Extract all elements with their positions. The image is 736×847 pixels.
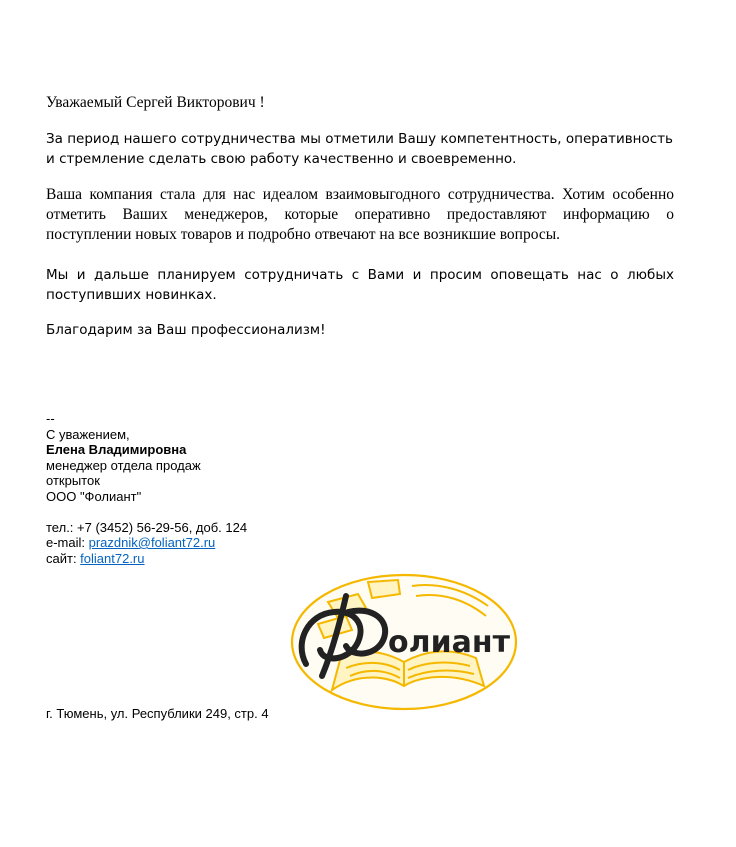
- greeting: Уважаемый Сергей Викторович !: [46, 94, 265, 111]
- site-link[interactable]: foliant72.ru: [80, 550, 145, 566]
- signature-site-row: [46, 551, 247, 567]
- signature-company: ООО "Фолиант": [46, 488, 142, 504]
- signature-block: [46, 411, 247, 566]
- signature-separator: --: [46, 411, 55, 426]
- signature-spacer: [46, 504, 247, 520]
- signature-email-row: [46, 535, 247, 551]
- email-link[interactable]: prazdnik@foliant72.ru: [88, 535, 216, 550]
- signature-phone: тел.: +7 (3452) 56-29-56, доб. 124: [46, 519, 248, 535]
- foliant-logo: [288, 572, 520, 714]
- paragraph-managers: Ваша компания стала для нас идеалом взаимовыгодного сотрудничества. Хотим особенно отметить Ваших менеджеров, которые оперативно предоставляют информацию о поступлении новых товаров и подробно отвечают на все возникшие вопросы.: [46, 186, 674, 243]
- email-label: e-mail:: [46, 535, 89, 550]
- signature-name: Елена Владимировна: [46, 442, 187, 457]
- paragraph-competence: За период нашего сотрудничества мы отметили Вашу компетентность, оперативность и стремление сделать свою работу качественно и своевременно.: [46, 131, 674, 167]
- signature-position-line1: менеджер отдела продаж: [46, 457, 201, 473]
- site-label: сайт:: [46, 550, 81, 566]
- paragraph-thanks: Благодарим за Ваш профессионализм!: [46, 322, 326, 338]
- company-address: г. Тюмень, ул. Республики 249, стр. 4: [46, 706, 269, 721]
- paragraph-cooperation: Мы и дальше планируем сотрудничать с Вами и просим оповещать нас о любых поступивших новинках.: [46, 267, 674, 303]
- signature-position-line2: открыток: [46, 473, 100, 488]
- logo-text: олиант: [388, 625, 510, 660]
- signature-closing: С уважением,: [46, 426, 130, 442]
